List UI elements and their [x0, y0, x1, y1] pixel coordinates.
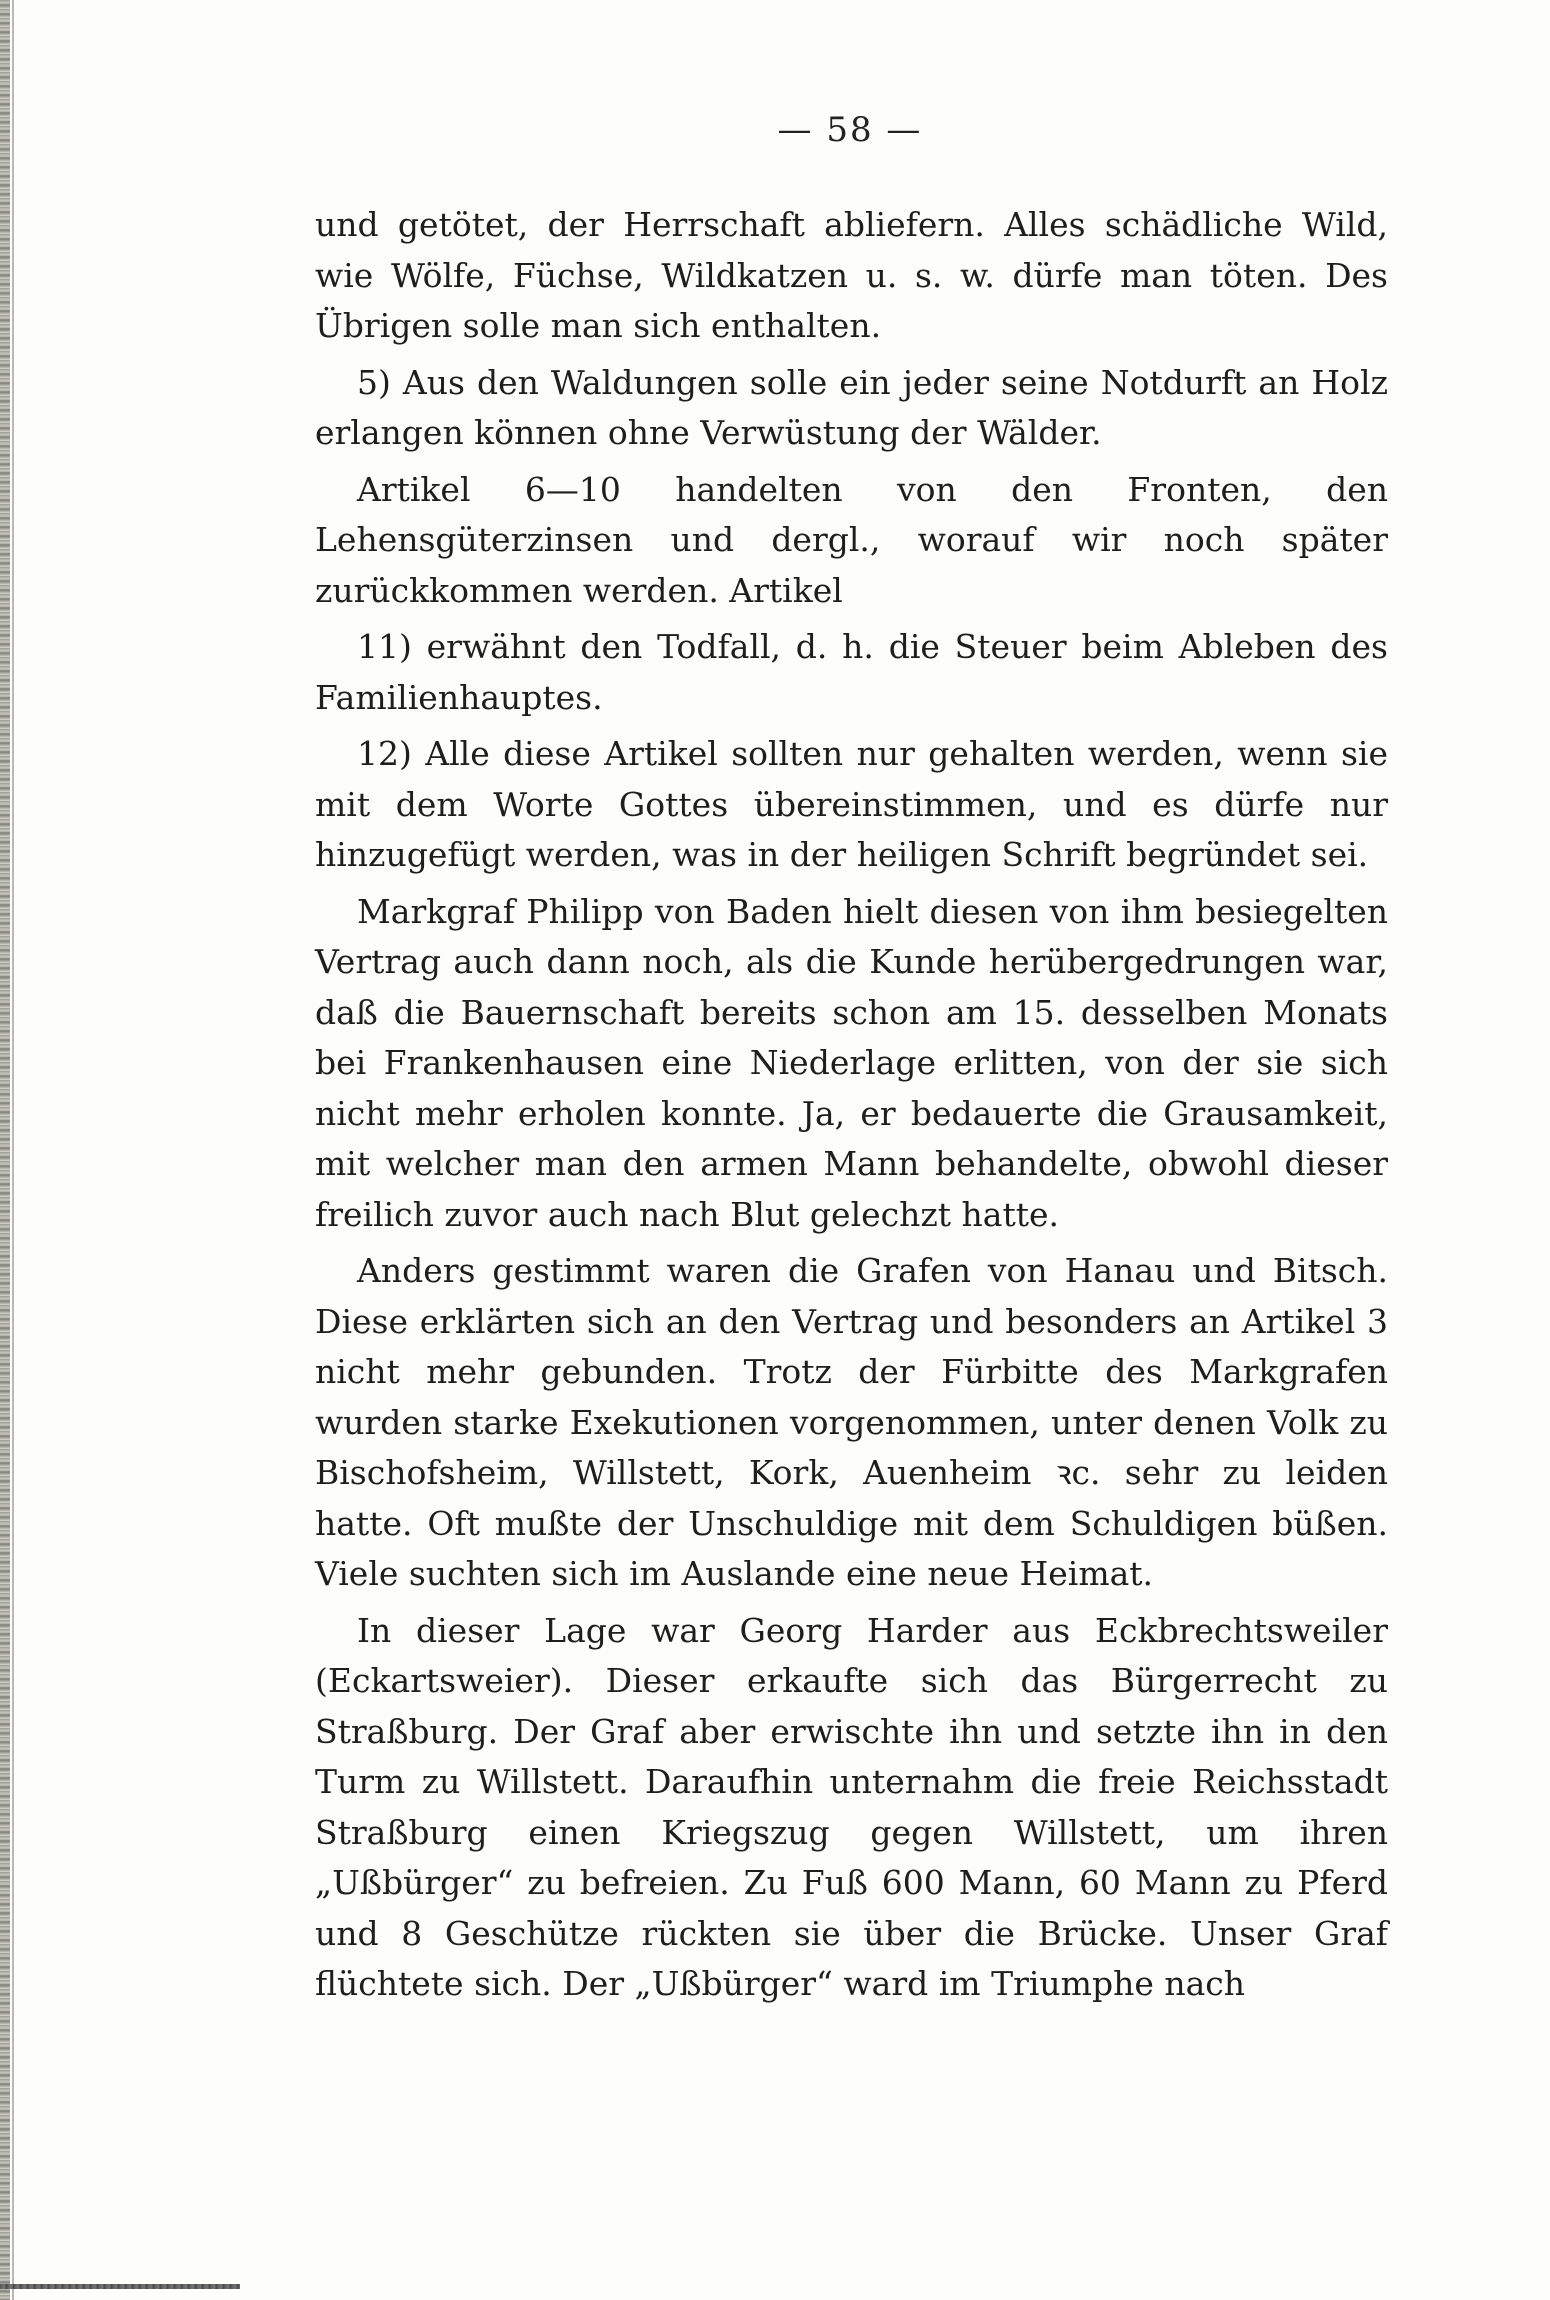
paragraph: In dieser Lage war Georg Harder aus Eckbrechtsweiler (Eckartsweier). Dieser erkaufte sich das Bürgerrecht zu Straßburg. Der Graf aber erwischte ihn und setzte ihn in den Turm zu Willstett. Daraufhin unternahm die freie Reichsstadt Straßburg einen Kriegszug gegen Willstett, um ihren „Ußbürger“ zu befreien. Zu Fuß 600 Mann, 60 Mann zu Pferd und 8 Geschütze rückten sie über die Brücke. Unser Graf flüchtete sich. Der „Ußbürger“ ward im Triumphe nach — [315, 1610, 1388, 2003]
paragraph: und getötet, der Herrschaft abliefern. Alles schädliche Wild, wie Wölfe, Füchse, Wildkatzen u. s. w. dürfe man töten. Des Übrigen solle man sich enthalten. — [315, 205, 1388, 345]
page-number: — 58 — — [777, 110, 923, 150]
page-body — [315, 200, 1388, 2016]
paragraph: 5) Aus den Waldungen solle ein jeder seine Notdurft an Holz erlangen können ohne Verwüstung der Wälder. — [315, 362, 1388, 452]
page-edge-line — [12, 0, 14, 2300]
paragraph: Anders gestimmt waren die Grafen von Hanau und Bitsch. Diese erklärten sich an den Vertrag und besonders an Artikel 3 nicht mehr gebunden. Trotz der Fürbitte des Markgrafen wurden starke Exekutionen vorgenommen, unter denen Volk zu Bischofsheim, Willstett, Kork, Auenheim ꝛc. sehr zu leiden hatte. Oft mußte der Unschuldige mit dem Schuldigen büßen. Viele suchten sich im Auslande eine neue Heimat. — [315, 1251, 1388, 1593]
page-bottom-edge — [0, 2284, 240, 2289]
paragraph: Markgraf Philipp von Baden hielt diesen von ihm besiegelten Vertrag auch dann noch, als die Kunde herübergedrungen war, daß die Bauernschaft bereits schon am 15. desselben Monats bei Frankenhausen eine Niederlage erlitten, von der sie sich nicht mehr erholen konnte. Ja, er bedauerte die Grausamkeit, mit welcher man den armen Mann behandelte, obwohl dieser freilich zuvor auch nach Blut gelechzt hatte. — [315, 891, 1388, 1234]
paragraph: 11) erwähnt den Todfall, d. h. die Steuer beim Ableben des Familienhauptes. — [315, 627, 1388, 717]
page-binding-edge — [0, 0, 10, 2300]
paragraph: 12) Alle diese Artikel sollten nur gehalten werden, wenn sie mit dem Worte Gottes übereinstimmen, und es dürfe nur hinzugefügt werden, was in der heiligen Schrift begründet sei. — [315, 734, 1388, 874]
paragraph: Artikel 6—10 handelten von den Fronten, den Lehensgüterzinsen und dergl., worauf wir noch später zurückkommen werden. Artikel — [315, 469, 1388, 610]
